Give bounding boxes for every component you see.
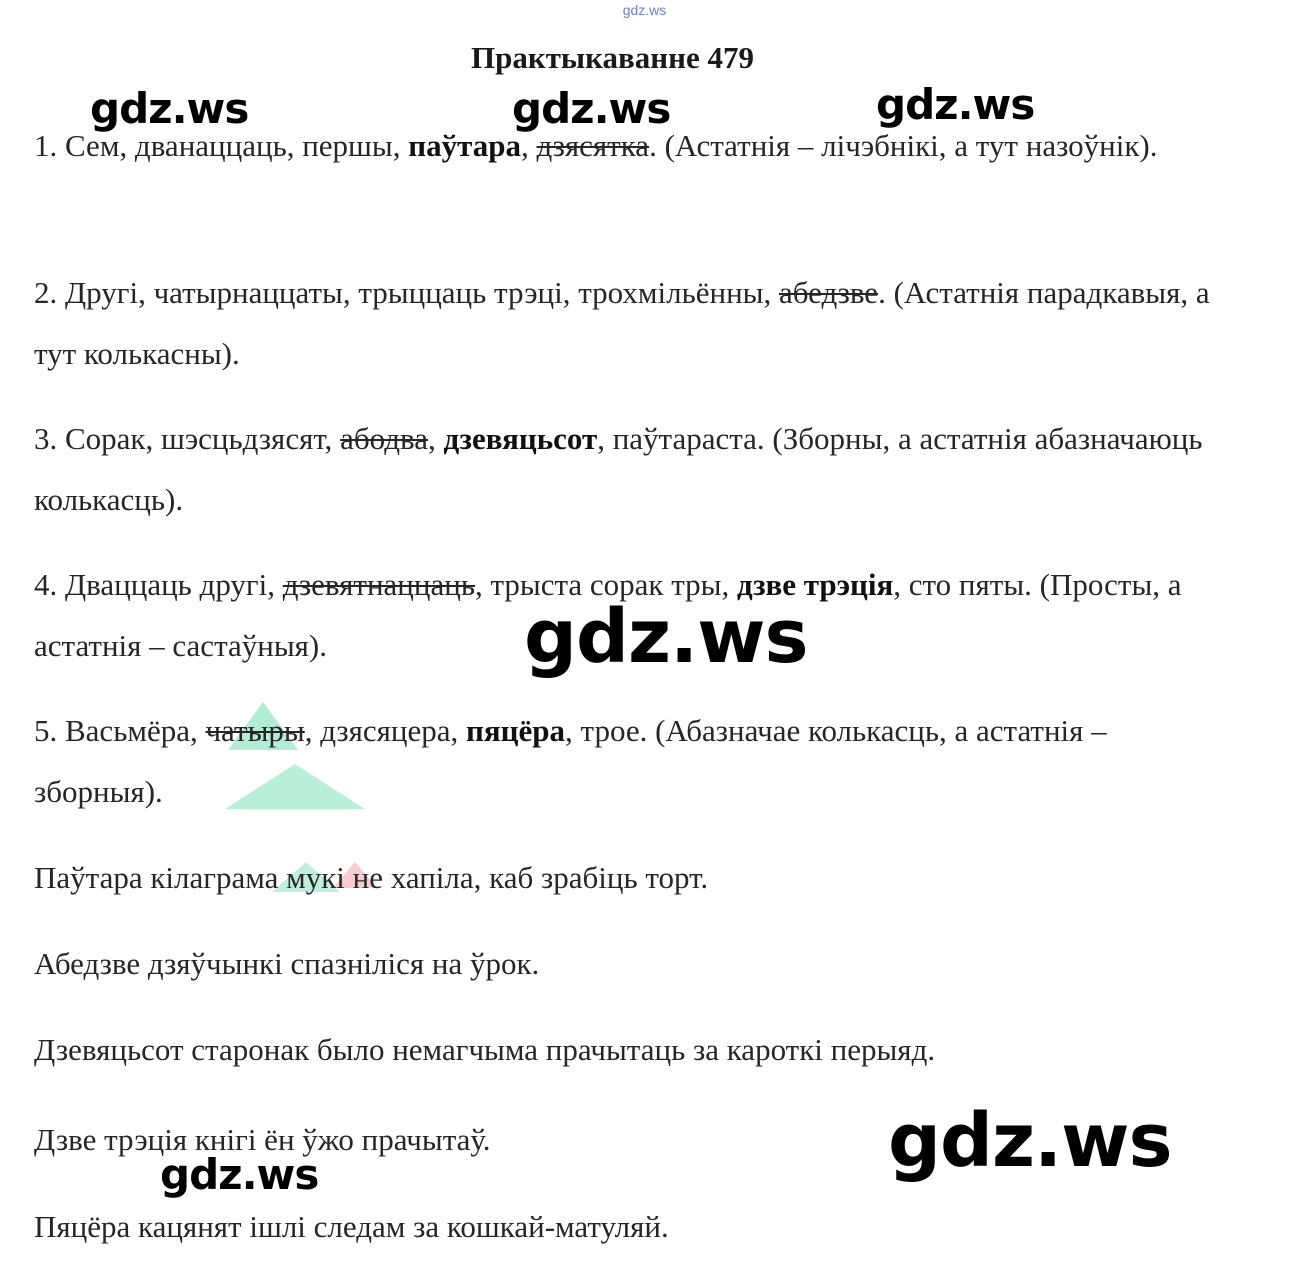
item-number: 3. — [34, 421, 65, 456]
item-text: , — [427, 421, 444, 456]
watermark-logo: gdz.ws — [876, 80, 1035, 129]
struck-word: абедзве — [778, 275, 879, 310]
item-text: Дваццаць другі, — [65, 567, 283, 602]
item-text: , — [520, 128, 537, 163]
example-sentence-4: Дзве трэція кнігі ён ўжо прачытаў. — [34, 1122, 491, 1157]
item-text: Сем, дванаццаць, першы, — [65, 128, 409, 163]
item-number: 5. — [34, 713, 65, 748]
struck-word: дзясятка — [536, 128, 650, 163]
bold-word: дзве трэція — [737, 567, 894, 602]
answer-item-5 — [34, 700, 1224, 822]
page-title: Практыкаванне 479 — [470, 40, 754, 75]
item-text: , сто пяты. (Просты, а астатнія – састаўныя). — [34, 567, 1182, 663]
example-sentence-2: Абедзве дзяўчынкі спазніліся на ўрок. — [34, 946, 540, 981]
item-text: Сорак, шэсцьдзясят, — [65, 421, 341, 456]
item-number: 4. — [34, 567, 65, 602]
bold-word: дзевяцьсот — [443, 421, 598, 456]
watermark-logo: gdz.ws — [524, 594, 808, 680]
item-number: 1. — [34, 128, 65, 163]
struck-word: дзевятнаццаць — [282, 567, 475, 602]
watermark-logo: gdz.ws — [888, 1098, 1172, 1184]
item-text: , трое. (Абазначае колькасць, а астатнія – зборныя). — [34, 713, 1107, 809]
example-sentence-1: Паўтара кілаграма мукі не хапіла, каб зрабіць торт. — [34, 860, 709, 895]
watermark-logo: gdz.ws — [160, 1150, 319, 1199]
item-text: , паўтараста. (Зборны, а астатнія абазначаюць колькасць). — [34, 421, 1203, 517]
item-text: , дзясяцера, — [304, 713, 467, 748]
example-sentence-3: Дзевяцьсот старонак было немагчыма прачытаць за кароткі перыяд. — [34, 1032, 936, 1067]
item-text: Другі, чатырнаццаты, трыццаць трэці, трохмільённы, — [65, 275, 779, 310]
item-number: 2. — [34, 275, 65, 310]
bold-word: паўтара — [408, 128, 521, 163]
struck-word: абодва — [340, 421, 428, 456]
watermark-logo: gdz.ws — [90, 84, 249, 133]
example-sentence-5: Пяцёра кацянят ішлі следам за кошкай-матуляй. — [34, 1209, 669, 1244]
item-text: , трыста сорак тры, — [474, 567, 738, 602]
item-text: Васьмёра, — [65, 713, 206, 748]
struck-word: чатыры — [205, 713, 305, 748]
answer-item-3 — [34, 408, 1224, 530]
item-text: . (Астатнія – лічэбнікі, а тут назоўнік). — [649, 128, 1158, 163]
answer-item-2 — [34, 262, 1224, 384]
watermark-logo: gdz.ws — [512, 84, 671, 133]
site-mark[interactable]: gdz.ws — [622, 2, 667, 18]
item-text: . (Астатнія парадкавыя, а тут колькасны). — [34, 275, 1210, 371]
bold-word: пяцёра — [466, 713, 566, 748]
